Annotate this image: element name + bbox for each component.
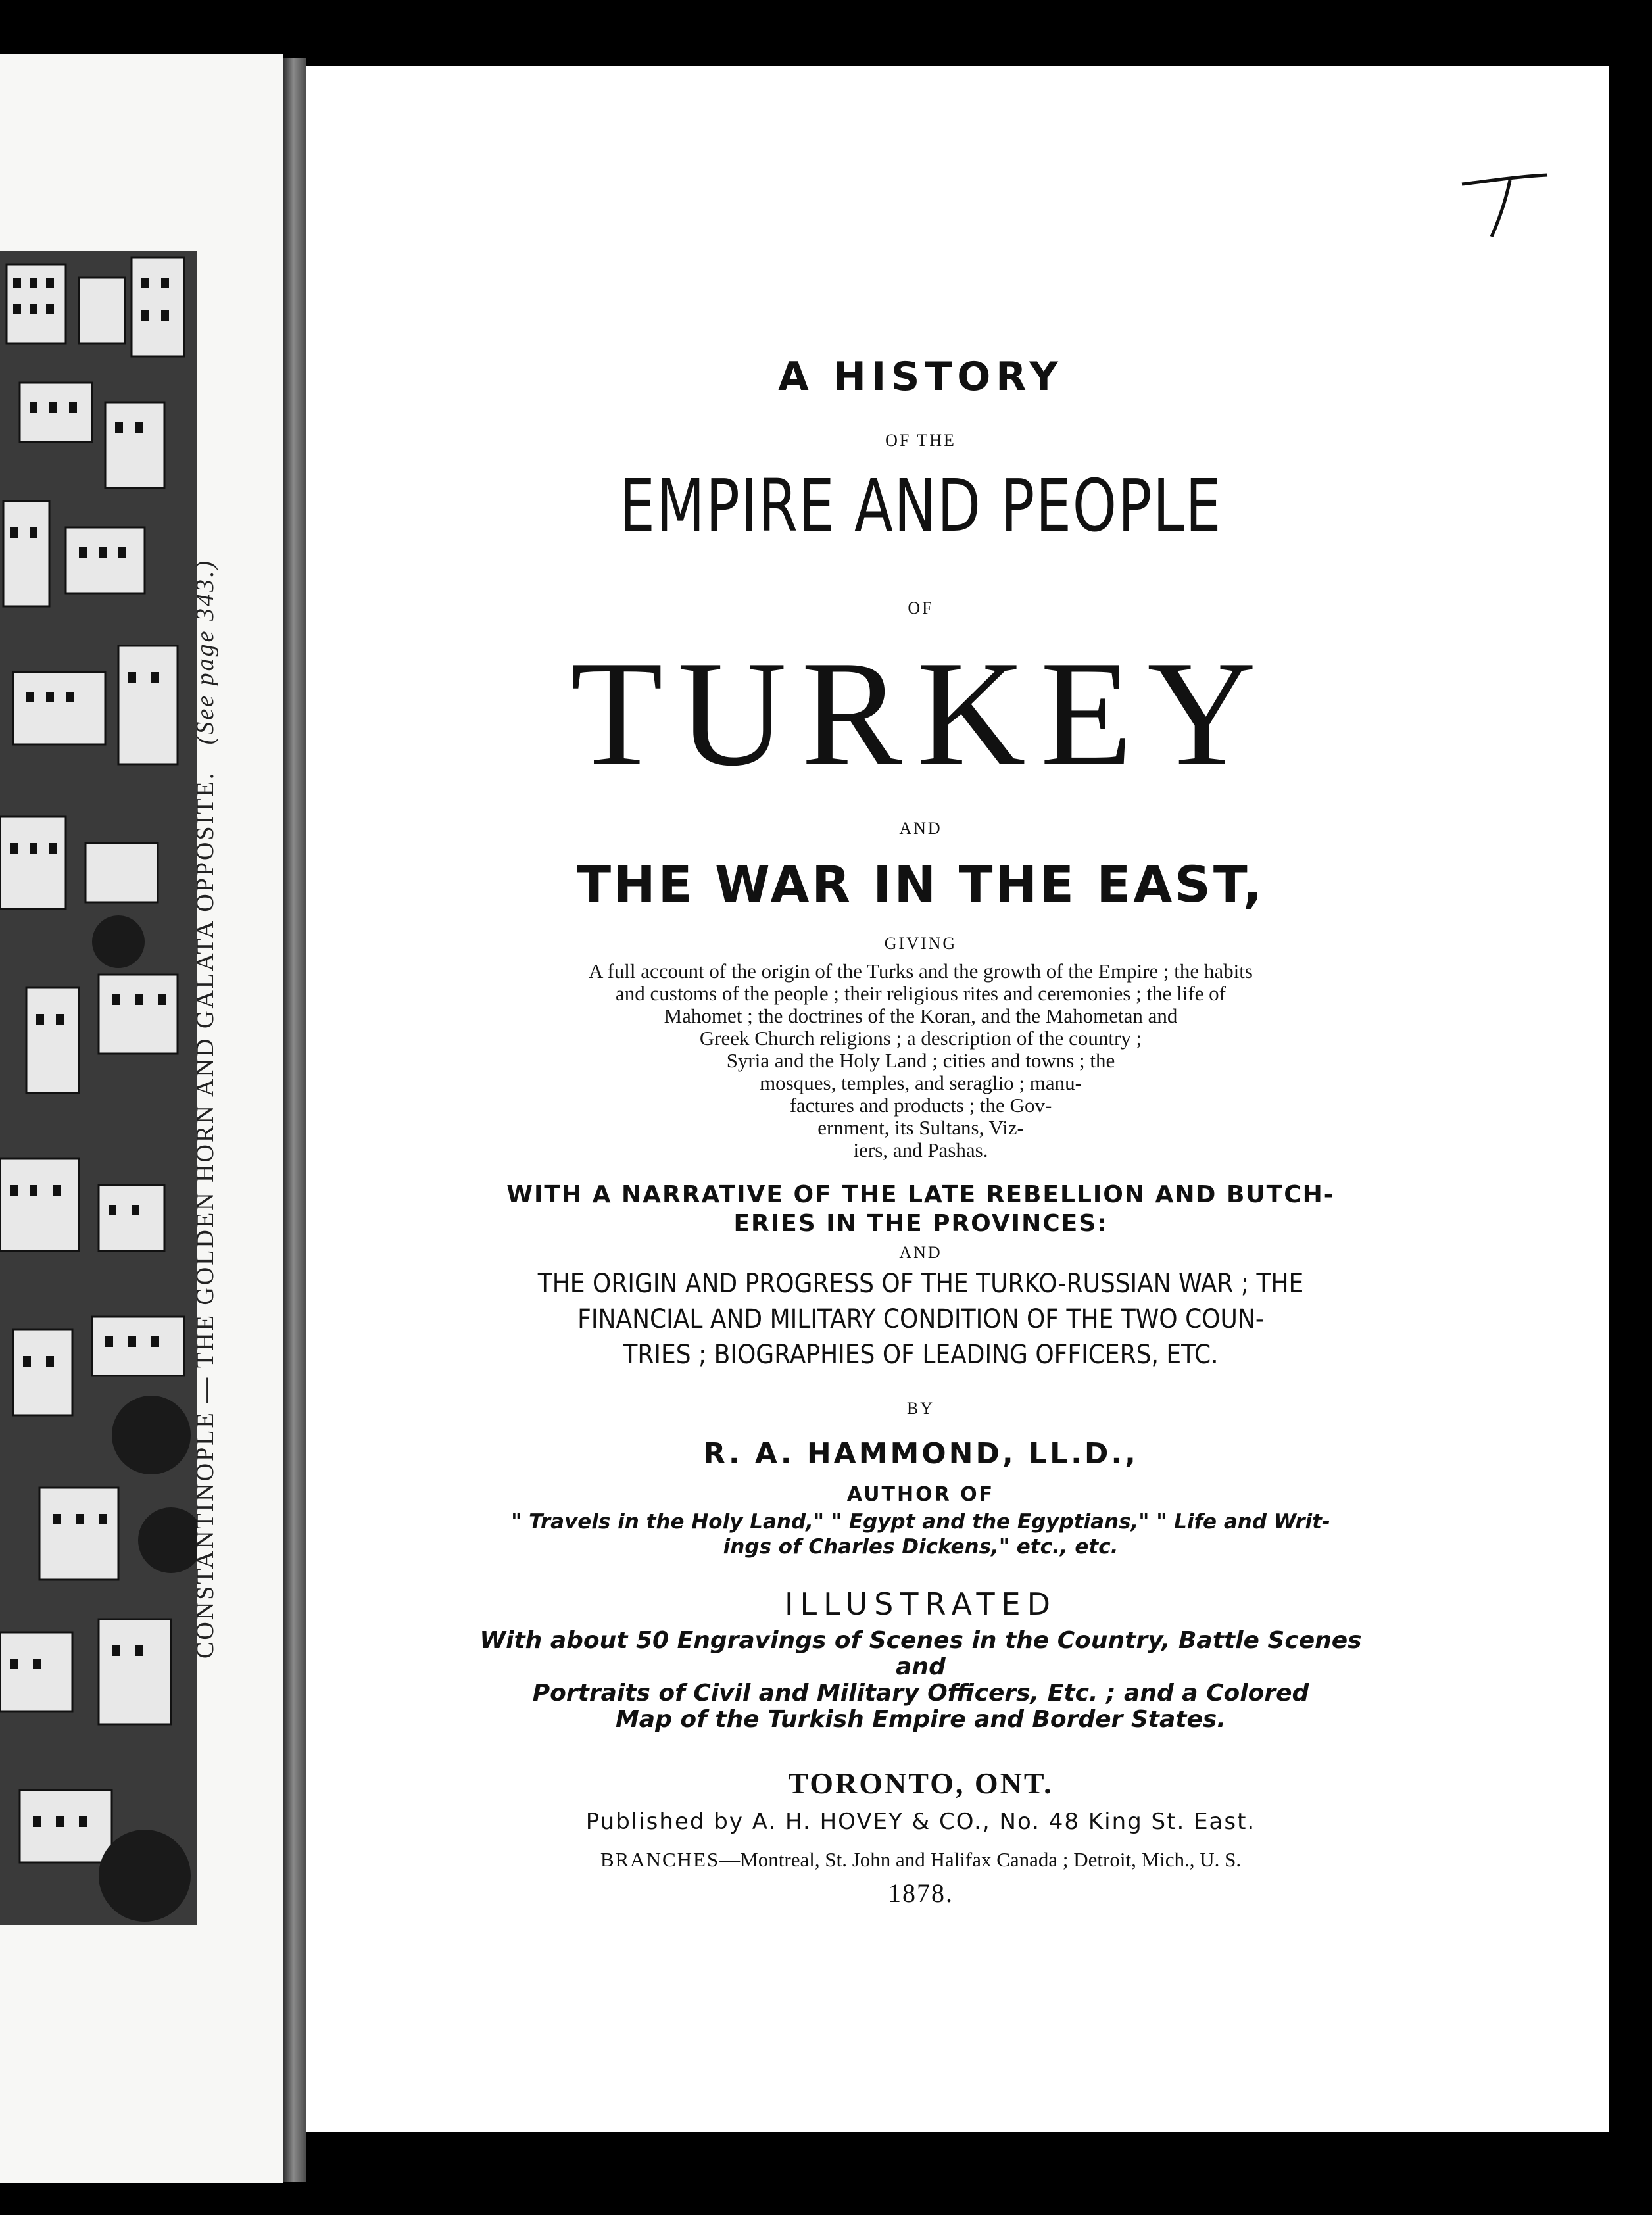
branches-text: —Montreal, St. John and Halifax Canada ; Detroit, Mich., U. S. (719, 1848, 1242, 1871)
origin-line: THE ORIGIN AND PROGRESS OF THE TURKO-RUSSIAN WAR ; THE (537, 1269, 1304, 1299)
title-line-a-history: A HISTORY (778, 354, 1063, 400)
description-line: factures and products ; the Gov- (789, 1094, 1052, 1117)
handwritten-t-glyph (1459, 170, 1551, 242)
origin-line: FINANCIAL AND MILITARY CONDITION OF THE TWO COUN- (577, 1304, 1264, 1334)
title-line-war-in-the-east: THE WAR IN THE EAST, (577, 855, 1265, 913)
illustrations-line: Map of the Turkish Empire and Border States. (615, 1706, 1226, 1733)
handwritten-mark (1459, 170, 1551, 242)
description-paragraph (487, 960, 1355, 1161)
description-line: and customs of the people ; their religious rites and ceremonies ; the life of (615, 982, 1226, 1005)
publisher-line: Published by A. H. HOVEY & CO., No. 48 King St. East. (585, 1809, 1256, 1835)
publication-year: 1878. (888, 1878, 954, 1908)
caption-text: CONSTANTINOPLE — THE GOLDEN HORN AND GALATA OPPOSITE. (191, 771, 219, 1659)
narrative-line: ERIES IN THE PROVINCES: (733, 1210, 1108, 1237)
branches-line (460, 1848, 1381, 1872)
origin-line: TRIES ; BIOGRAPHIES OF LEADING OFFICERS, ETC. (623, 1340, 1219, 1370)
works-line: ings of Charles Dickens," etc., etc. (723, 1535, 1119, 1559)
engraving-illustration (0, 251, 197, 1925)
title-line-and: AND (899, 819, 942, 838)
description-line: Syria and the Holy Land ; cities and towns ; the (726, 1049, 1115, 1072)
author-of-label: AUTHOR OF (846, 1483, 995, 1506)
and-label: AND (899, 1243, 942, 1262)
description-line: A full account of the origin of the Turks and the growth of the Empire ; the habits (589, 960, 1253, 983)
book-gutter (283, 58, 306, 2182)
title-line-turkey: TURKEY (570, 629, 1271, 797)
description-line: iers, and Pashas. (853, 1138, 988, 1161)
author-works (460, 1509, 1381, 1559)
illustrations-description (460, 1628, 1381, 1733)
title-line-empire-and-people: EMPIRE AND PEOPLE (619, 464, 1223, 548)
author-name: R. A. HAMMOND, LL.D., (703, 1437, 1138, 1471)
caption-page-reference: (See page 343.) (191, 558, 219, 745)
description-line: mosques, temples, and seraglio ; manu- (760, 1071, 1082, 1094)
by-label: BY (906, 1399, 935, 1418)
narrative-heading (460, 1181, 1381, 1238)
giving-label: GIVING (884, 934, 958, 953)
illustrations-line: Portraits of Civil and Military Officers, Etc. ; and a Colored (532, 1680, 1309, 1707)
title-line-of-the: OF THE (885, 431, 956, 450)
works-line: " Travels in the Holy Land," " Egypt and the Egyptians," " Life and Writ- (511, 1510, 1330, 1534)
frontispiece-caption (191, 559, 220, 1659)
title-line-of: OF (908, 598, 934, 618)
description-line: Mahomet ; the doctrines of the Koran, and the Mahometan and (664, 1004, 1178, 1027)
constantinople-engraving (0, 251, 197, 1925)
origin-heading (506, 1266, 1335, 1373)
narrative-line: WITH A NARRATIVE OF THE LATE REBELLION AND BUTCH- (506, 1181, 1335, 1208)
illustrations-line: With about 50 Engravings of Scenes in the Country, Battle Scenes and (479, 1627, 1362, 1680)
frontispiece-page (0, 54, 283, 2183)
illustrated-label: ILLUSTRATED (784, 1586, 1057, 1622)
description-line: ernment, its Sultans, Viz- (817, 1116, 1024, 1139)
branches-label: BRANCHES (600, 1848, 720, 1871)
description-line: Greek Church religions ; a description of the country ; (699, 1027, 1142, 1050)
publication-city: TORONTO, ONT. (788, 1766, 1054, 1800)
